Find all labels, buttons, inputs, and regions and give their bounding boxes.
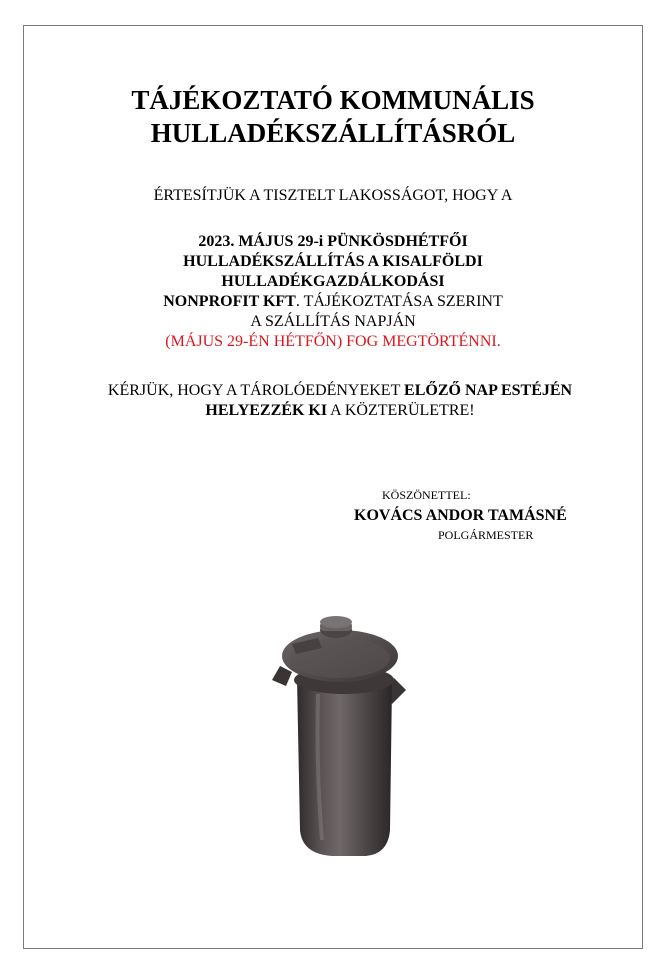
request-part-4: A KÖZTERÜLETRE!	[327, 402, 475, 419]
notice-line-1: 2023. MÁJUS 29-i PÜNKÖSDHÉTFŐI	[198, 233, 468, 250]
waste-bin-image	[270, 608, 420, 858]
notice-paragraph	[23, 232, 643, 352]
title-line-2: HULLADÉKSZÁLLÍTÁSRÓL	[150, 118, 516, 148]
signature-label: KÖSZÖNETTEL:	[382, 488, 471, 502]
request-part-2: ELŐZŐ NAP ESTÉJÉN	[404, 382, 573, 399]
request-part-1: KÉRJÜK, HOGY A TÁROLÓEDÉNYEKET	[107, 382, 405, 399]
notice-date-highlight: (MÁJUS 29-ÉN HÉTFŐN) FOG MEGTÖRTÉNNI.	[165, 333, 501, 350]
request-part-3: HELYEZZÉK KI	[205, 402, 328, 419]
request-paragraph	[100, 381, 580, 421]
page-title	[23, 84, 643, 150]
notice-line-3: HULLADÉKGAZDÁLKODÁSI	[221, 273, 445, 290]
intro-text: ÉRTESÍTJÜK A TISZTELT LAKOSSÁGOT, HOGY A	[153, 187, 513, 204]
signature-name: KOVÁCS ANDOR TAMÁSNÉ	[354, 507, 567, 524]
notice-line-5: A SZÁLLÍTÁS NAPJÁN	[250, 313, 416, 330]
notice-line-4	[23, 292, 643, 312]
notice-line-2: HULLADÉKSZÁLLÍTÁS A KISALFÖLDI	[183, 253, 483, 270]
title-line-1: TÁJÉKOZTATÓ KOMMUNÁLIS	[131, 85, 535, 115]
company-name: NONPROFIT KFT	[163, 293, 296, 310]
notice-line-4-rest: . TÁJÉKOZTATÁSA SZERINT	[295, 293, 503, 310]
signature-title: POLGÁRMESTER	[438, 528, 534, 542]
